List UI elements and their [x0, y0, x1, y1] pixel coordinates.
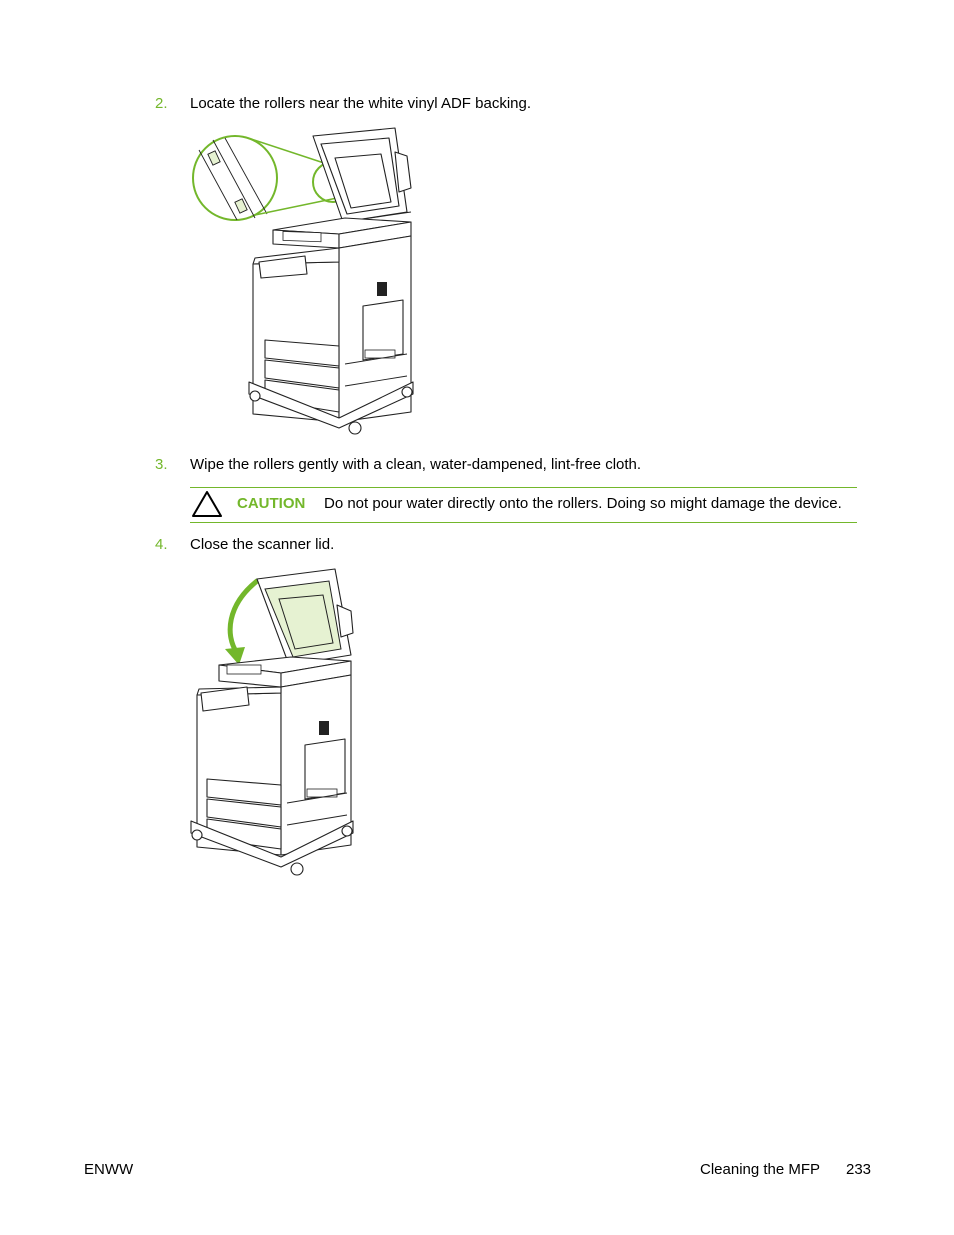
caution-label: CAUTION — [237, 495, 306, 512]
step-2-number: 2. — [155, 95, 168, 112]
open-scanner-lid — [313, 128, 411, 222]
vent-grille — [377, 282, 387, 296]
caution-text: Do not pour water directly onto the rollers. Doing so might damage the device. — [324, 495, 842, 512]
page-number: 233 — [846, 1161, 872, 1178]
step-3-number: 3. — [155, 456, 168, 473]
figure-rollers-location — [185, 122, 425, 442]
warning-triangle-icon — [191, 490, 223, 518]
step-2-text: Locate the rollers near the white vinyl ADF backing. — [190, 95, 532, 112]
step-3-text: Wipe the rollers gently with a clean, water-dampened, lint-free cloth. — [190, 456, 642, 473]
footer-left: ENWW — [84, 1161, 134, 1178]
step-4-number: 4. — [155, 536, 168, 553]
vent-grille — [319, 721, 329, 735]
open-scanner-lid — [257, 569, 353, 665]
figure-close-scanner-lid — [185, 565, 365, 883]
step-4-text: Close the scanner lid. — [190, 536, 335, 553]
curved-arrow-down-icon — [225, 581, 257, 665]
footer-section: Cleaning the MFP — [700, 1161, 821, 1178]
